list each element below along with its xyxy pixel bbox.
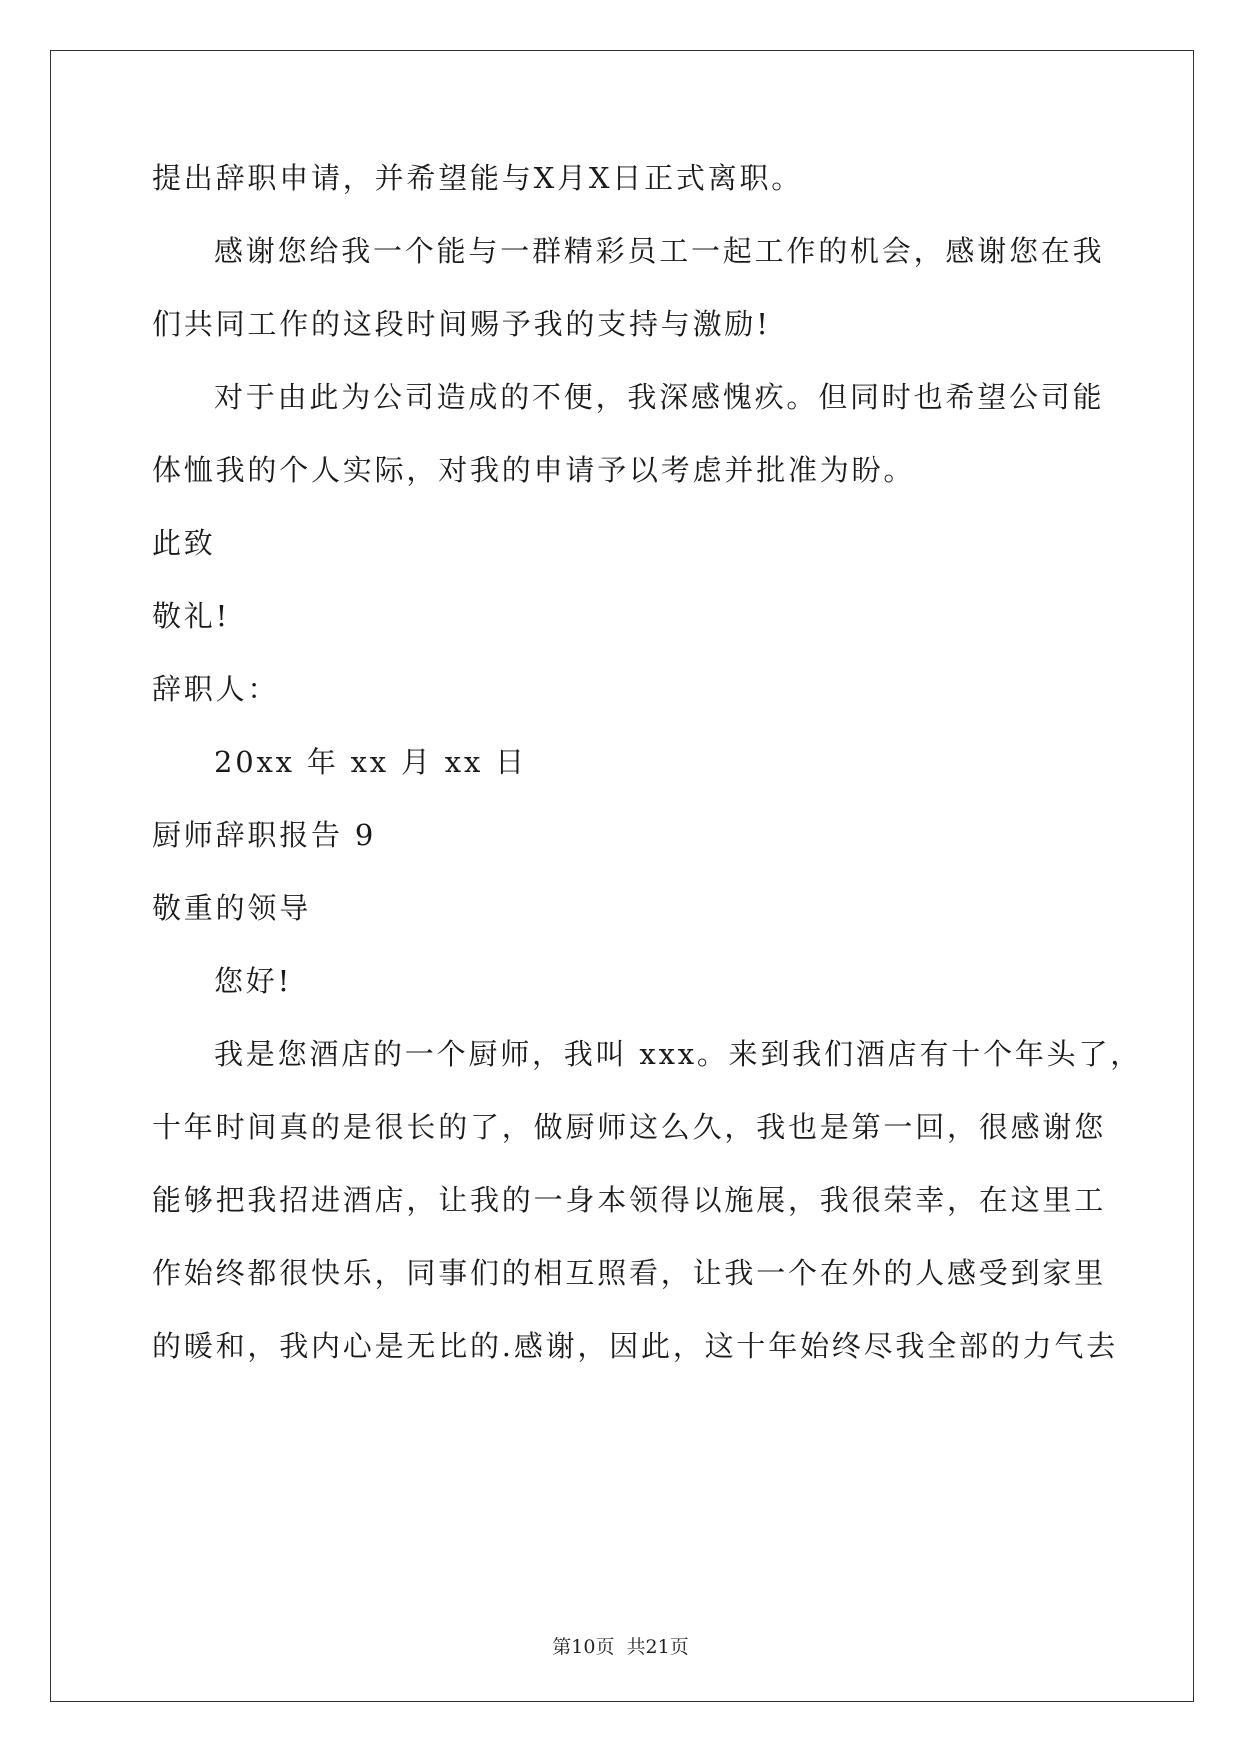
text-line: 们共同工作的这段时间赐予我的支持与激励!	[152, 307, 771, 341]
page-number: 第10页 共21页	[552, 1636, 689, 1658]
closing-regards: 敬礼!	[152, 599, 231, 633]
signature-label: 辞职人：	[152, 672, 280, 706]
text-line: 能够把我招进酒店，让我的一身本领得以施展，我很荣幸，在这里工	[152, 1183, 1107, 1217]
date-line: 20xx 年 xx 月 xx 日	[214, 745, 527, 779]
page-border	[50, 50, 1194, 1702]
text-line: 提出辞职申请，并希望能与X月X日正式离职。	[152, 161, 804, 195]
text-line: 对于由此为公司造成的不便，我深感愧疚。但同时也希望公司能	[214, 380, 1105, 414]
text-line: 作始终都很快乐，同事们的相互照看，让我一个在外的人感受到家里	[152, 1256, 1107, 1290]
text-line: 十年时间真的是很长的了，做厨师这么久，我也是第一回，很感谢您	[152, 1110, 1107, 1144]
text-line: 我是您酒店的一个厨师，我叫 xxx。来到我们酒店有十个年头了，	[214, 1037, 1143, 1071]
addressee: 敬重的领导	[152, 891, 312, 925]
page-footer	[0, 1632, 1241, 1659]
greeting: 您好!	[214, 964, 293, 998]
section-heading: 厨师辞职报告 9	[152, 818, 377, 852]
text-line: 感谢您给我一个能与一群精彩员工一起工作的机会，感谢您在我	[214, 234, 1105, 268]
closing-salutation: 此致	[152, 526, 216, 560]
text-line: 的暖和，我内心是无比的.感谢，因此，这十年始终尽我全部的力气去	[152, 1329, 1119, 1363]
text-line: 体恤我的个人实际，对我的申请予以考虑并批准为盼。	[152, 453, 916, 487]
